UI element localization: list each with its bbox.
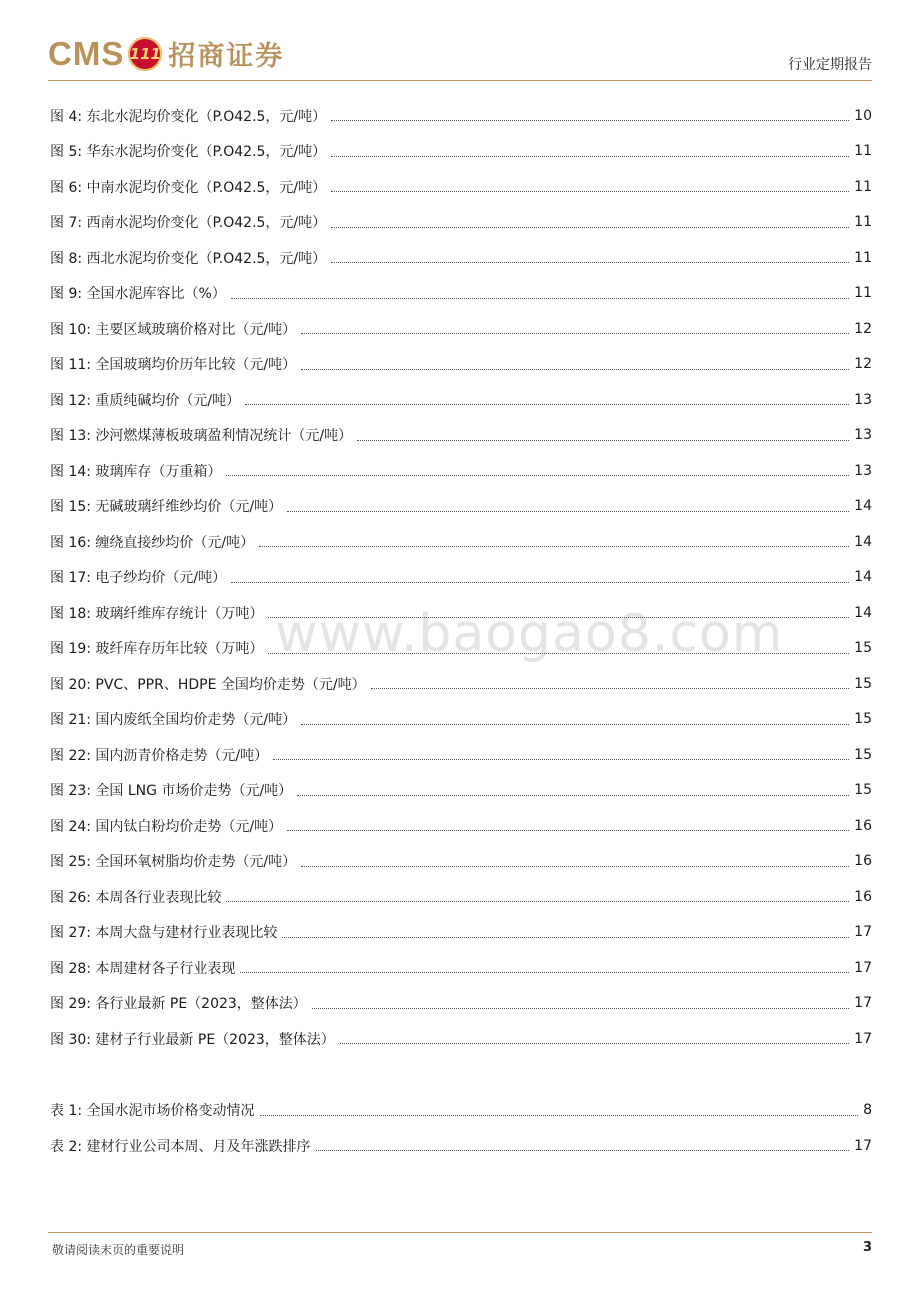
figure-entry[interactable] <box>50 950 872 986</box>
dot-leader <box>268 617 849 618</box>
toc-entry-label: 图 18: 玻璃纤维库存统计（万吨） <box>50 605 264 622</box>
dot-leader <box>287 830 849 831</box>
dot-leader <box>331 156 849 157</box>
report-type-label: 行业定期报告 <box>788 57 872 73</box>
toc-entry-page: 15 <box>854 640 872 657</box>
toc-entry-label: 图 10: 主要区域玻璃价格对比（元/吨） <box>50 321 297 338</box>
figure-entry[interactable] <box>50 205 872 241</box>
toc-entry-page: 11 <box>854 178 872 195</box>
toc-entry-label: 图 4: 东北水泥均价变化（P.O42.5，元/吨） <box>50 108 327 125</box>
toc-entry-label: 图 30: 建材子行业最新 PE（2023，整体法） <box>50 1031 335 1048</box>
toc-entry-page: 11 <box>854 143 872 160</box>
dot-leader <box>312 1008 849 1009</box>
dot-leader <box>331 227 849 228</box>
footer-disclaimer-note: 敬请阅读末页的重要说明 <box>52 1243 185 1257</box>
toc-entry-page: 16 <box>854 853 872 870</box>
figure-entry[interactable] <box>50 489 872 525</box>
dot-leader <box>245 404 849 405</box>
dot-leader <box>371 688 850 689</box>
watermark-text: www.baogao8.com <box>275 604 784 664</box>
logo-chinese-text: 招商证券 <box>168 41 285 72</box>
toc-entry-label: 表 2: 建材行业公司本周、月及年涨跌排序 <box>50 1138 311 1155</box>
toc-entry-page: 15 <box>854 675 872 692</box>
dot-leader <box>268 653 849 654</box>
toc-entry-page: 15 <box>854 711 872 728</box>
toc-entry-label: 表 1: 全国水泥市场价格变动情况 <box>50 1103 255 1120</box>
table-entry[interactable] <box>50 1128 872 1164</box>
figure-entry[interactable] <box>50 915 872 951</box>
figure-entry[interactable] <box>50 879 872 915</box>
dot-leader <box>331 262 849 263</box>
toc-entry-label: 图 29: 各行业最新 PE（2023，整体法） <box>50 996 307 1013</box>
figure-entry[interactable] <box>50 808 872 844</box>
toc-entry-label: 图 6: 中南水泥均价变化（P.O42.5，元/吨） <box>50 179 327 196</box>
table-list <box>50 1093 872 1164</box>
dot-leader <box>340 1043 849 1044</box>
toc-entry-label: 图 7: 西南水泥均价变化（P.O42.5，元/吨） <box>50 215 327 232</box>
toc-entry-label: 图 23: 全国 LNG 市场价走势（元/吨） <box>50 783 293 800</box>
figure-entry[interactable] <box>50 276 872 312</box>
dot-leader <box>316 1150 850 1151</box>
toc-entry-label: 图 28: 本周建材各子行业表现 <box>50 960 236 977</box>
dot-leader <box>357 440 849 441</box>
toc-entry-page: 17 <box>854 995 872 1012</box>
dot-leader <box>301 333 849 334</box>
toc-entry-page: 15 <box>854 746 872 763</box>
toc-entry-page: 17 <box>854 924 872 941</box>
toc-entry-page: 14 <box>854 604 872 621</box>
toc-entry-page: 17 <box>854 1137 872 1154</box>
figure-entry[interactable] <box>50 702 872 738</box>
dot-leader <box>301 724 849 725</box>
logo-latin-text: CMS <box>48 34 125 72</box>
dot-leader <box>259 546 849 547</box>
cms-logo <box>48 34 284 73</box>
figure-entry[interactable] <box>50 1021 872 1057</box>
figure-entry[interactable] <box>50 98 872 134</box>
toc-entry-page: 11 <box>854 285 872 302</box>
toc-entry-page: 13 <box>854 391 872 408</box>
toc-entry-label: 图 15: 无碱玻璃纤维纱均价（元/吨） <box>50 499 283 516</box>
toc-entry-label: 图 25: 全国环氧树脂均价走势（元/吨） <box>50 854 297 871</box>
figure-entry[interactable] <box>50 347 872 383</box>
dot-leader <box>331 120 849 121</box>
logo-badge-icon: 111 <box>128 37 162 71</box>
dot-leader <box>226 475 849 476</box>
toc-entry-page: 17 <box>854 1030 872 1047</box>
toc-entry-label: 图 19: 玻纤库存历年比较（万吨） <box>50 641 264 658</box>
toc-entry-label: 图 20: PVC、PPR、HDPE 全国均价走势（元/吨） <box>50 676 366 693</box>
toc-entry-label: 图 14: 玻璃库存（万重箱） <box>50 463 222 480</box>
dot-leader <box>282 937 849 938</box>
dot-leader <box>297 795 849 796</box>
table-entry[interactable] <box>50 1093 872 1129</box>
dot-leader <box>301 866 849 867</box>
figure-entry[interactable] <box>50 737 872 773</box>
toc-entry-page: 8 <box>863 1102 872 1119</box>
toc-entry-label: 图 27: 本周大盘与建材行业表现比较 <box>50 925 278 942</box>
toc-entry-label: 图 26: 本周各行业表现比较 <box>50 889 222 906</box>
toc-entry-page: 17 <box>854 959 872 976</box>
figure-entry[interactable] <box>50 631 872 667</box>
dot-leader <box>231 298 849 299</box>
figure-entry[interactable] <box>50 382 872 418</box>
toc-entry-page: 13 <box>854 427 872 444</box>
dot-leader <box>273 759 849 760</box>
toc-entry-label: 图 21: 国内废纸全国均价走势（元/吨） <box>50 712 297 729</box>
figure-entry[interactable] <box>50 240 872 276</box>
toc-entry-page: 12 <box>854 356 872 373</box>
figure-entry[interactable] <box>50 844 872 880</box>
toc-entry-page: 15 <box>854 782 872 799</box>
figure-entry[interactable] <box>50 986 872 1022</box>
toc-entry-label: 图 16: 缠绕直接纱均价（元/吨） <box>50 534 255 551</box>
figure-entry[interactable] <box>50 311 872 347</box>
toc-entry-label: 图 8: 西北水泥均价变化（P.O42.5，元/吨） <box>50 250 327 267</box>
figure-entry[interactable] <box>50 134 872 170</box>
dot-leader <box>226 901 849 902</box>
toc-entry-page: 16 <box>854 888 872 905</box>
figure-entry[interactable] <box>50 169 872 205</box>
dot-leader <box>231 582 849 583</box>
toc-entry-label: 图 5: 华东水泥均价变化（P.O42.5，元/吨） <box>50 144 327 161</box>
dot-leader <box>331 191 849 192</box>
dot-leader <box>260 1115 859 1116</box>
figure-entry[interactable] <box>50 453 872 489</box>
page-header <box>48 30 872 82</box>
table-of-figures <box>50 98 872 1164</box>
toc-entry-page: 11 <box>854 249 872 266</box>
figure-entry[interactable] <box>50 773 872 809</box>
figure-list <box>50 98 872 1057</box>
toc-entry-page: 10 <box>854 107 872 124</box>
dot-leader <box>287 511 849 512</box>
toc-entry-page: 11 <box>854 214 872 231</box>
toc-entry-label: 图 24: 国内钛白粉均价走势（元/吨） <box>50 818 283 835</box>
toc-entry-label: 图 11: 全国玻璃均价历年比较（元/吨） <box>50 357 297 374</box>
figure-entry[interactable] <box>50 560 872 596</box>
toc-entry-page: 16 <box>854 817 872 834</box>
toc-entry-page: 14 <box>854 533 872 550</box>
list-gap <box>50 1057 872 1093</box>
figure-entry[interactable] <box>50 524 872 560</box>
toc-entry-page: 12 <box>854 320 872 337</box>
toc-entry-page: 14 <box>854 498 872 515</box>
toc-entry-label: 图 22: 国内沥青价格走势（元/吨） <box>50 747 269 764</box>
toc-entry-label: 图 9: 全国水泥库容比（%） <box>50 286 226 303</box>
toc-entry-label: 图 12: 重质纯碱均价（元/吨） <box>50 392 241 409</box>
footer-page-number: 3 <box>862 1240 872 1255</box>
footer-divider <box>48 1232 872 1233</box>
toc-entry-page: 13 <box>854 462 872 479</box>
toc-entry-label: 图 17: 电子纱均价（元/吨） <box>50 570 227 587</box>
toc-entry-label: 图 13: 沙河燃煤薄板玻璃盈利情况统计（元/吨） <box>50 428 353 445</box>
figure-entry[interactable] <box>50 666 872 702</box>
figure-entry[interactable] <box>50 418 872 454</box>
dot-leader <box>301 369 849 370</box>
toc-entry-page: 14 <box>854 569 872 586</box>
figure-entry[interactable] <box>50 595 872 631</box>
dot-leader <box>240 972 849 973</box>
